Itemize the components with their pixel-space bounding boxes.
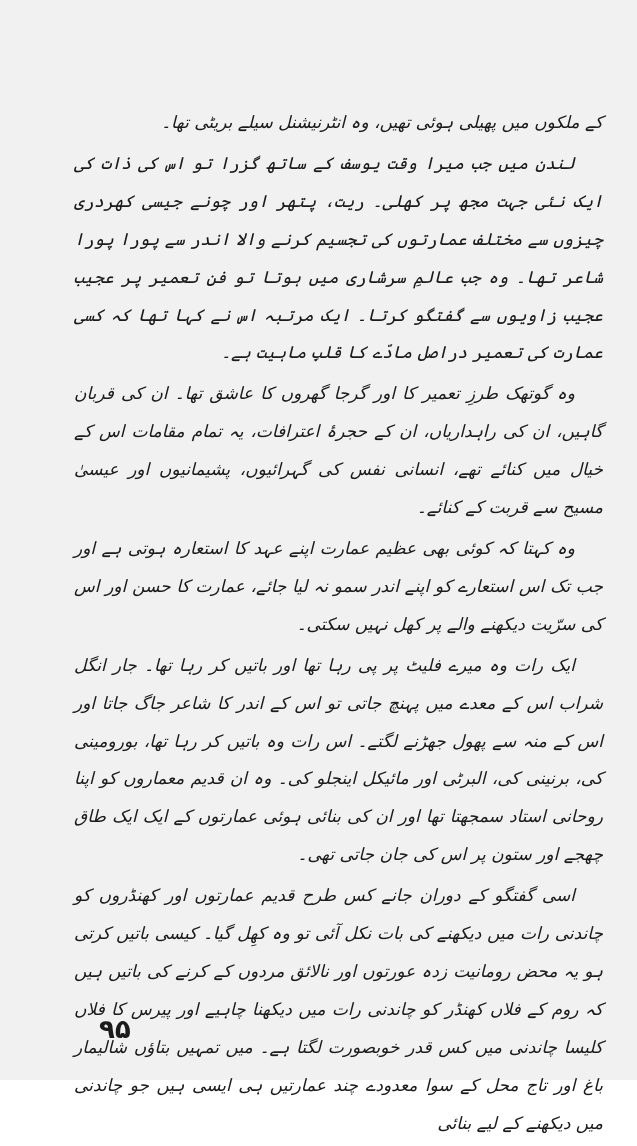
- page-text: [74, 105, 603, 1146]
- paragraph-6: اسی گفتگو کے دوران جانے کس طرح قدیم عمارتوں اور کھنڈروں کو چاندنی رات میں دیکھنے کی بات نکل آئی تو وہ کھِل گیا۔ کیسی باتیں کرتی ہو یہ محض رومانیت زدہ عورتوں اور نالائق مردوں کے کرنے کی باتیں ہیں کہ روم کے فلاں کھنڈر کو چاندنی رات میں دیکھنا چاہیے اور پیرس کا فلاں کلیسا چاندنی میں کس قدر خوبصورت لگتا ہے۔ میں تمہیں بتاؤں شالیمار باغ اور تاج محل کے سوا معدودے چند عمارتیں ہی ایسی ہیں جو چاندنی میں دیکھنے کے لیے بنائی: [74, 886, 604, 1134]
- paragraph-2: لندن میں جب میرا وقت یوسف کے ساتھ گزرا تو اس کی ذات کی ایک نئی جہت مجھ پر کھلی۔ ریت، پتھر اور چونے جیسی کھردری چیزوں سے مختلف عمارتوں کی تجسیم کرنے والا اندر سے پورا پورا شاعر تھا۔ وہ جب عالمِ سرشاری میں ہوتا تو فنِ تعمیر پر عجیب عجیب زاویوں سے گفتگو کرتا۔ ایک مرتبہ اس نے کہا تھا کہ کسی عمارت کی تعمیر دراصل مادّے کا قلبِ ماہیت ہے۔: [74, 153, 603, 364]
- paragraph-3: وہ گوتھک طرزِ تعمیر کا اور گرجا گھروں کا عاشق تھا۔ ان کی قربان گاہیں، ان کی راہداریاں، ان کے حجرۂ اعترافات، یہ تمام مقامات اس کے خیال میں کنائے تھے، انسانی نفس کی گہرائیوں، پشیمانیوں اور عیسیٰ مسیح سے قربت کے کنائے۔: [74, 384, 603, 519]
- page-number: ۹۵: [99, 1015, 131, 1045]
- paragraph-4: وہ کہتا کہ کوئی بھی عظیم عمارت اپنے عہد کا استعارہ ہوتی ہے اور جب تک اس استعارے کو اپنے اندر سمو نہ لیا جائے، عمارت کا حسن اور اس کی سرّیت دیکھنے والے پر کھل نہیں سکتی۔: [74, 538, 603, 635]
- paragraph-1: کے ملکوں میں پھیلی ہوئی تھیں، وہ انٹرنیشنل سیلے بریٹی تھا۔: [161, 113, 603, 133]
- paragraph-5: ایک رات وہ میرے فلیٹ پر پی رہا تھا اور باتیں کر رہا تھا۔ جار انگل شراب اس کے معدے میں پہنچ جاتی تو اس کے اندر کا شاعر جاگ جاتا اور اس کے منہ سے پھول جھڑنے لگتے۔ اس رات وہ باتیں کر رہا تھا، بورومینی کی، برنینی کی، البرٹی اور مائیکل اینجلو کی۔ وہ ان قدیم معماروں کو اپنا روحانی استاد سمجھتا تھا اور ان کی بنائی ہوئی عمارتوں کے ایک ایک طاق چھجے اور ستون پر اس کی جان جاتی تھی۔: [74, 655, 603, 866]
